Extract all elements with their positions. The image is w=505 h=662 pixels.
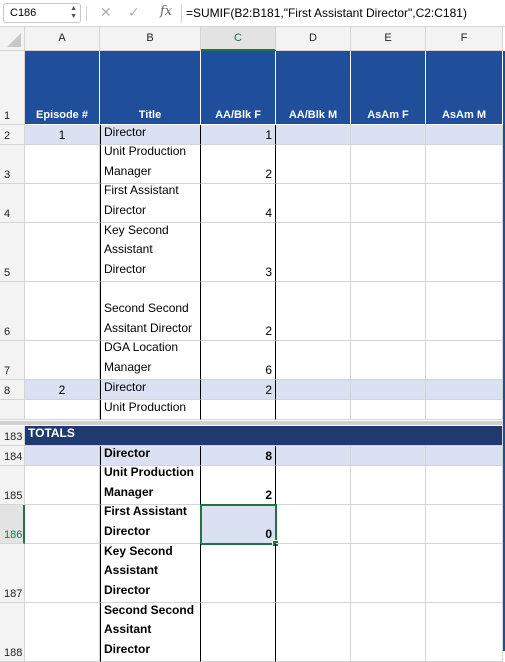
cell-empty[interactable] bbox=[276, 125, 351, 145]
row-header-label: 185 bbox=[4, 490, 23, 502]
column-header-label: E bbox=[384, 32, 392, 44]
cell-title[interactable] bbox=[100, 282, 201, 341]
cell-episode[interactable] bbox=[25, 446, 100, 466]
cell-episode[interactable] bbox=[25, 223, 100, 282]
formula-bar-separator bbox=[86, 6, 87, 21]
row-header[interactable] bbox=[0, 184, 25, 223]
column-title-text: Episode # bbox=[36, 109, 88, 121]
column-header-label: D bbox=[309, 32, 317, 44]
title-text bbox=[104, 400, 197, 417]
cell-episode[interactable] bbox=[25, 184, 100, 223]
cell-value: 2 bbox=[265, 383, 272, 397]
title-line: Unit Production bbox=[104, 466, 194, 479]
cell-aa-blk-f[interactable] bbox=[201, 544, 276, 603]
row-header-label: 6 bbox=[4, 326, 11, 338]
cell-title[interactable] bbox=[100, 400, 201, 420]
cell-value: 4 bbox=[265, 206, 272, 220]
title-line: Director bbox=[104, 261, 147, 276]
cell-empty[interactable] bbox=[426, 184, 503, 223]
cell-empty[interactable] bbox=[426, 446, 503, 466]
title-line: Director bbox=[104, 582, 151, 597]
row-header-label: 5 bbox=[4, 267, 11, 279]
title-line: Manager bbox=[104, 359, 152, 374]
row-header[interactable] bbox=[0, 446, 25, 466]
title-line: First Assistant bbox=[104, 505, 187, 518]
cell-empty[interactable] bbox=[426, 223, 503, 282]
cell-value: 2 bbox=[265, 488, 272, 502]
cell-value: 6 bbox=[265, 363, 272, 377]
title-text bbox=[104, 446, 197, 463]
row-header[interactable] bbox=[0, 380, 25, 400]
row-header[interactable] bbox=[0, 125, 25, 145]
cell-value: 2 bbox=[265, 167, 272, 181]
cell-empty[interactable] bbox=[426, 145, 503, 184]
title-text bbox=[104, 184, 197, 220]
cell-episode[interactable] bbox=[25, 341, 100, 380]
check-icon[interactable]: ✓ bbox=[128, 4, 140, 20]
row-header-label: 4 bbox=[4, 208, 11, 220]
cell-empty[interactable] bbox=[276, 505, 351, 544]
cell-empty[interactable] bbox=[351, 145, 426, 184]
cell-empty[interactable] bbox=[276, 603, 351, 662]
cell-title[interactable] bbox=[100, 544, 201, 603]
totals-banner[interactable] bbox=[25, 426, 503, 446]
cell-empty[interactable] bbox=[276, 341, 351, 380]
cell-title[interactable] bbox=[100, 341, 201, 380]
cell-empty[interactable] bbox=[276, 282, 351, 341]
cell-empty[interactable] bbox=[276, 446, 351, 466]
title-line: Director bbox=[104, 523, 151, 538]
title-line: Director bbox=[104, 446, 151, 460]
cell-aa-blk-f[interactable] bbox=[201, 282, 276, 341]
column-header-label: F bbox=[460, 32, 468, 44]
column-header-label: A bbox=[58, 32, 66, 44]
cell-episode[interactable] bbox=[25, 380, 100, 400]
title-text bbox=[104, 299, 197, 338]
title-text bbox=[104, 145, 197, 181]
column-title-a[interactable] bbox=[25, 51, 100, 125]
cell-empty[interactable] bbox=[426, 380, 503, 400]
cell-empty[interactable] bbox=[351, 184, 426, 223]
cell-empty[interactable] bbox=[276, 223, 351, 282]
row-header[interactable] bbox=[0, 603, 25, 662]
cell-title[interactable] bbox=[100, 446, 201, 466]
title-line: Assistant bbox=[104, 242, 153, 256]
cell-value: 8 bbox=[265, 449, 272, 463]
cell-empty[interactable] bbox=[426, 125, 503, 145]
x-icon[interactable]: ✕ bbox=[100, 4, 112, 20]
cell-title[interactable] bbox=[100, 125, 201, 145]
title-line: Manager bbox=[104, 163, 152, 178]
title-text bbox=[104, 380, 197, 397]
column-header-d[interactable] bbox=[276, 27, 351, 51]
name-box-value: C186 bbox=[10, 7, 37, 19]
cell-empty[interactable] bbox=[426, 341, 503, 380]
column-title-text: Title bbox=[138, 109, 162, 121]
row-header-label: 186 bbox=[4, 529, 23, 541]
episode-number: 1 bbox=[58, 128, 66, 142]
cell-empty[interactable] bbox=[276, 466, 351, 505]
cell-episode[interactable] bbox=[25, 125, 100, 145]
cell-empty[interactable] bbox=[276, 400, 351, 420]
cell-empty[interactable] bbox=[276, 184, 351, 223]
column-title-text: AA/Blk F bbox=[215, 109, 261, 121]
cell-value: 1 bbox=[265, 128, 272, 142]
cell-episode[interactable] bbox=[25, 466, 100, 505]
title-line: Key Second bbox=[104, 223, 169, 237]
cell-value: 0 bbox=[265, 527, 272, 541]
row-header-label: 1 bbox=[4, 110, 11, 122]
title-text bbox=[104, 466, 197, 502]
cell-empty[interactable] bbox=[351, 223, 426, 282]
column-title-c[interactable] bbox=[201, 51, 276, 125]
title-line: Assistant bbox=[104, 563, 159, 577]
cell-title[interactable] bbox=[100, 603, 201, 662]
cell-empty[interactable] bbox=[426, 544, 503, 603]
title-text bbox=[104, 603, 197, 659]
cell-title[interactable] bbox=[100, 505, 201, 544]
cell-title[interactable] bbox=[100, 145, 201, 184]
title-line: Key Second bbox=[104, 544, 173, 558]
cell-aa-blk-f[interactable] bbox=[201, 125, 276, 145]
row-header-label: 8 bbox=[4, 385, 11, 397]
cell-empty[interactable] bbox=[351, 505, 426, 544]
title-line: Director bbox=[104, 125, 147, 139]
row-header[interactable] bbox=[0, 223, 25, 282]
title-text bbox=[104, 125, 197, 142]
cell-episode[interactable] bbox=[25, 145, 100, 184]
cell-value: 3 bbox=[265, 265, 272, 279]
formula-bar-divider bbox=[181, 4, 182, 23]
cell-empty[interactable] bbox=[276, 544, 351, 603]
row-header-label: 187 bbox=[4, 588, 23, 600]
cell-title[interactable] bbox=[100, 184, 201, 223]
cell-title[interactable] bbox=[100, 380, 201, 400]
cell-empty[interactable] bbox=[276, 145, 351, 184]
column-header-c[interactable] bbox=[201, 27, 276, 51]
formula-input[interactable]: =SUMIF(B2:B181,"First Assistant Director",C2:C181) bbox=[186, 6, 467, 20]
column-header-f[interactable] bbox=[426, 27, 503, 51]
active-cell[interactable] bbox=[201, 505, 276, 544]
cell-empty[interactable] bbox=[426, 282, 503, 341]
title-line: Unit Production bbox=[104, 145, 187, 158]
column-title-d[interactable] bbox=[276, 51, 351, 125]
cell-empty[interactable] bbox=[426, 400, 503, 420]
cell-aa-blk-f[interactable] bbox=[201, 603, 276, 662]
cell-aa-blk-f[interactable] bbox=[201, 341, 276, 380]
cell-empty[interactable] bbox=[351, 544, 426, 603]
column-title-text: AsAm M bbox=[441, 109, 486, 121]
cell-empty[interactable] bbox=[351, 380, 426, 400]
name-box-stepper-icon[interactable]: ▲ ▼ bbox=[70, 5, 77, 20]
cell-aa-blk-f[interactable] bbox=[201, 184, 276, 223]
row-header[interactable] bbox=[0, 505, 25, 544]
column-title-b[interactable] bbox=[100, 51, 201, 125]
column-header-e[interactable] bbox=[351, 27, 426, 51]
row-header[interactable] bbox=[0, 341, 25, 380]
row-header-label: 3 bbox=[4, 169, 11, 181]
row-header[interactable] bbox=[0, 466, 25, 505]
title-line: Second Second bbox=[104, 603, 195, 617]
cell-empty[interactable] bbox=[276, 380, 351, 400]
column-header-a[interactable] bbox=[25, 27, 100, 51]
title-line: Director bbox=[104, 641, 151, 656]
fx-icon[interactable]: fx bbox=[160, 4, 173, 19]
row-header-label: 183 bbox=[4, 431, 23, 443]
episode-number: 2 bbox=[58, 383, 66, 397]
column-header-label: C bbox=[234, 32, 242, 44]
cell-empty[interactable] bbox=[426, 603, 503, 662]
column-header-label: B bbox=[146, 32, 154, 44]
cell-aa-blk-f[interactable] bbox=[201, 145, 276, 184]
row-header-label: 7 bbox=[4, 365, 11, 377]
row-header[interactable] bbox=[0, 51, 25, 125]
cell-aa-blk-f[interactable] bbox=[201, 466, 276, 505]
title-line: Manager bbox=[104, 484, 154, 499]
column-header-b[interactable] bbox=[100, 27, 201, 51]
cell-episode[interactable] bbox=[25, 603, 100, 662]
name-box[interactable] bbox=[3, 3, 81, 23]
cell-title[interactable] bbox=[100, 466, 201, 505]
cell-aa-blk-f[interactable] bbox=[201, 400, 276, 420]
cell-episode[interactable] bbox=[25, 282, 100, 341]
totals-label: TOTALS bbox=[28, 426, 75, 440]
cell-episode[interactable] bbox=[25, 544, 100, 603]
title-line: Assitant Director bbox=[104, 320, 193, 335]
title-line: Assitant bbox=[104, 622, 152, 636]
title-text bbox=[104, 223, 197, 279]
cell-empty[interactable] bbox=[351, 466, 426, 505]
cell-aa-blk-f[interactable] bbox=[201, 223, 276, 282]
cell-empty[interactable] bbox=[426, 505, 503, 544]
title-line: Director bbox=[104, 380, 147, 394]
cell-empty[interactable] bbox=[351, 341, 426, 380]
cell-empty[interactable] bbox=[351, 446, 426, 466]
cell-aa-blk-f[interactable] bbox=[201, 446, 276, 466]
row-header-label: 2 bbox=[4, 130, 11, 142]
title-line: First Assistant bbox=[104, 184, 179, 197]
title-text bbox=[104, 341, 197, 377]
title-line: Unit Production bbox=[104, 400, 187, 414]
select-all-icon bbox=[7, 33, 21, 47]
row-header[interactable] bbox=[0, 544, 25, 603]
cell-title[interactable] bbox=[100, 223, 201, 282]
select-all-corner[interactable] bbox=[0, 27, 25, 51]
row-header-label: 188 bbox=[4, 647, 23, 659]
title-line: Director bbox=[104, 202, 147, 217]
title-text bbox=[104, 544, 197, 600]
title-line: Second Second bbox=[104, 301, 189, 315]
formula-bar bbox=[0, 0, 505, 27]
row-header[interactable] bbox=[0, 145, 25, 184]
cell-empty[interactable] bbox=[351, 282, 426, 341]
cell-aa-blk-f[interactable] bbox=[201, 380, 276, 400]
column-title-text: AsAm F bbox=[367, 109, 409, 121]
column-title-f[interactable] bbox=[426, 51, 503, 125]
title-line: DGA Location bbox=[104, 341, 179, 354]
title-text bbox=[104, 505, 197, 541]
row-header[interactable] bbox=[0, 400, 25, 420]
column-title-text: AA/Blk M bbox=[288, 109, 338, 121]
cell-value: 2 bbox=[265, 324, 272, 338]
cell-episode[interactable] bbox=[25, 400, 100, 420]
cell-episode[interactable] bbox=[25, 505, 100, 544]
row-header-label: 184 bbox=[4, 451, 23, 463]
freeze-pane-divider[interactable] bbox=[0, 421, 505, 425]
cell-empty[interactable] bbox=[351, 603, 426, 662]
cell-empty[interactable] bbox=[426, 466, 503, 505]
cell-empty[interactable] bbox=[351, 400, 426, 420]
row-header[interactable] bbox=[0, 282, 25, 341]
row-header[interactable] bbox=[0, 426, 25, 446]
column-title-e[interactable] bbox=[351, 51, 426, 125]
cell-empty[interactable] bbox=[351, 125, 426, 145]
